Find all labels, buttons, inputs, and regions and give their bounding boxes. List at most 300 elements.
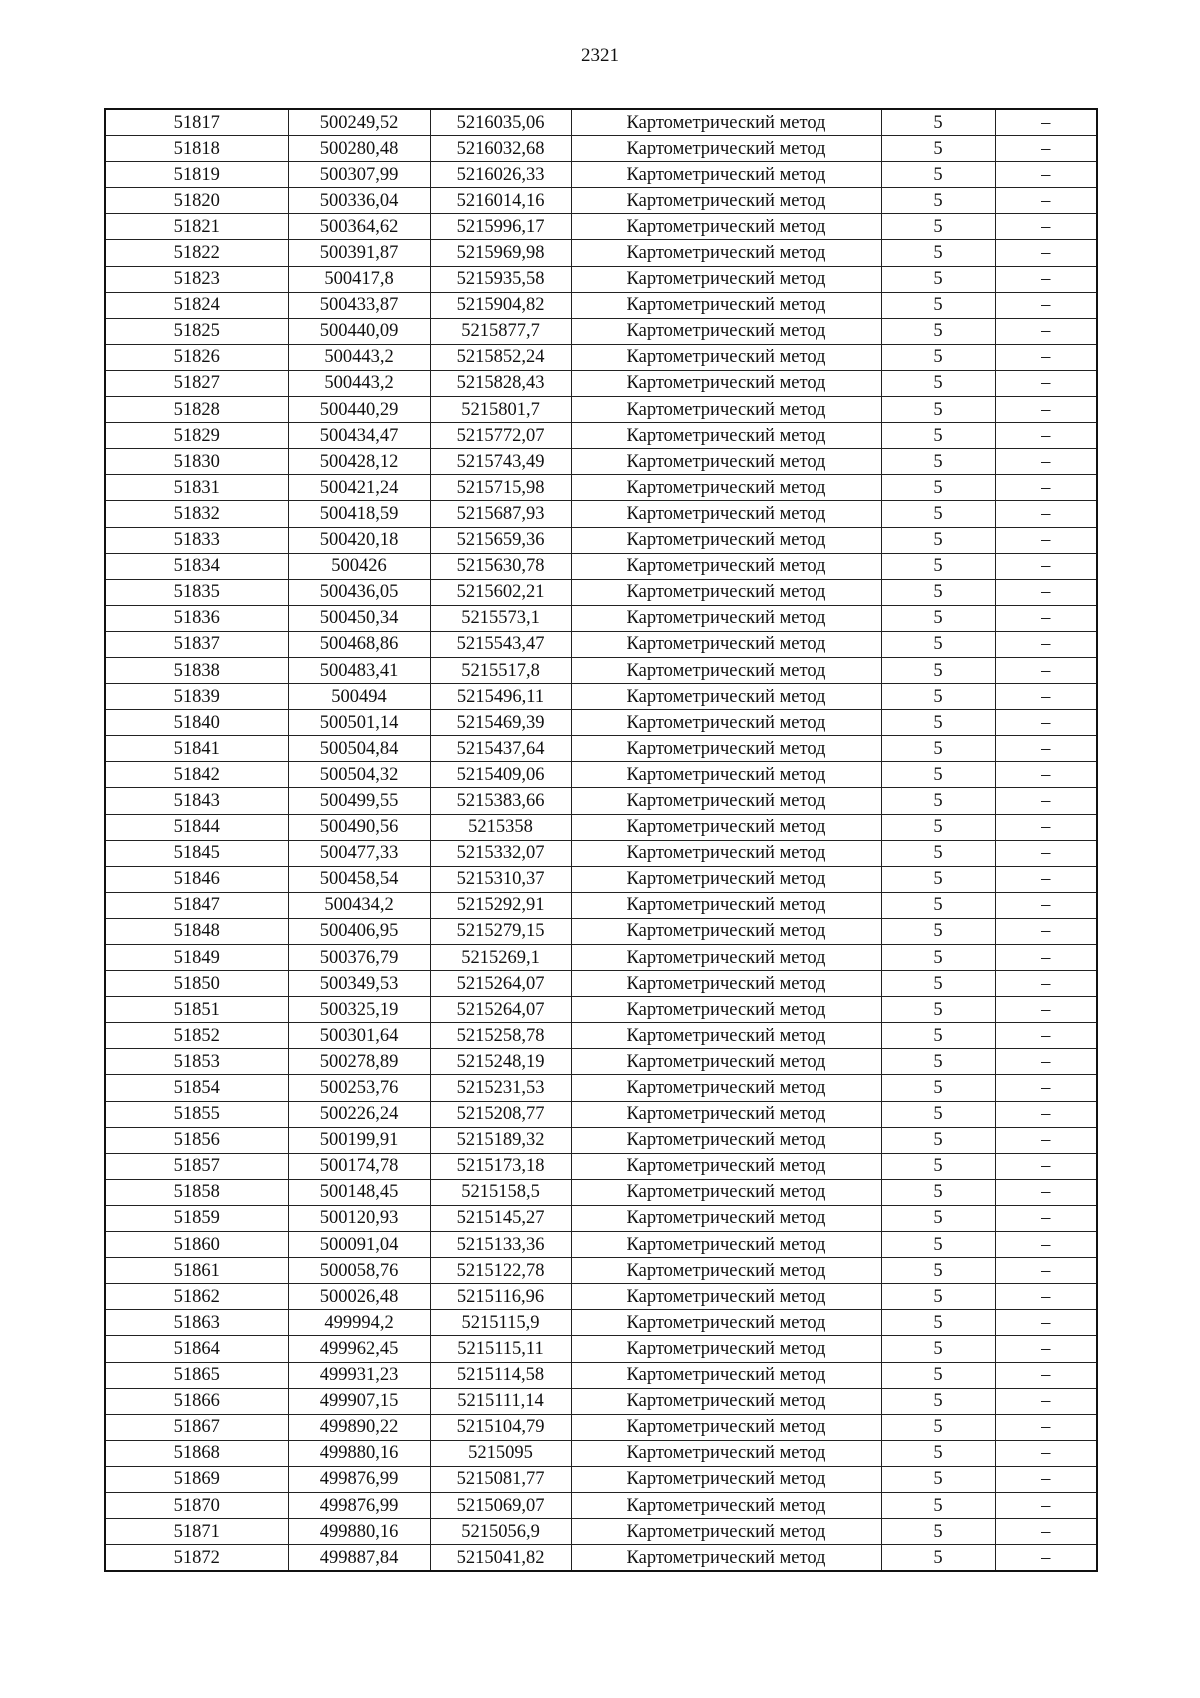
accuracy-cell: 5 — [881, 1101, 995, 1127]
point-number-cell: 51847 — [105, 892, 288, 918]
method-cell: Картометрический метод — [571, 1466, 881, 1492]
x-coordinate-cell: 500434,2 — [288, 892, 430, 918]
x-coordinate-cell: 500174,78 — [288, 1153, 430, 1179]
x-coordinate-cell: 500428,12 — [288, 449, 430, 475]
accuracy-cell: 5 — [881, 1440, 995, 1466]
x-coordinate-cell: 500499,55 — [288, 788, 430, 814]
method-cell: Картометрический метод — [571, 814, 881, 840]
method-cell: Картометрический метод — [571, 344, 881, 370]
table-row — [105, 423, 1097, 449]
table-row — [105, 214, 1097, 240]
method-cell: Картометрический метод — [571, 1440, 881, 1466]
table-row — [105, 1205, 1097, 1231]
y-coordinate-cell: 5215231,53 — [430, 1075, 571, 1101]
note-cell: – — [995, 1179, 1097, 1205]
table-row — [105, 657, 1097, 683]
method-cell: Картометрический метод — [571, 1492, 881, 1518]
table-row — [105, 684, 1097, 710]
table-row — [105, 370, 1097, 396]
accuracy-cell: 5 — [881, 1336, 995, 1362]
accuracy-cell: 5 — [881, 1153, 995, 1179]
accuracy-cell: 5 — [881, 397, 995, 423]
note-cell: – — [995, 1362, 1097, 1388]
note-cell: – — [995, 162, 1097, 188]
table-row — [105, 1519, 1097, 1545]
method-cell: Картометрический метод — [571, 1179, 881, 1205]
x-coordinate-cell: 500443,2 — [288, 344, 430, 370]
y-coordinate-cell: 5215158,5 — [430, 1179, 571, 1205]
y-coordinate-cell: 5215248,19 — [430, 1049, 571, 1075]
method-cell: Картометрический метод — [571, 1362, 881, 1388]
x-coordinate-cell: 500253,76 — [288, 1075, 430, 1101]
note-cell: – — [995, 344, 1097, 370]
point-number-cell: 51840 — [105, 710, 288, 736]
y-coordinate-cell: 5215264,07 — [430, 997, 571, 1023]
point-number-cell: 51853 — [105, 1049, 288, 1075]
point-number-cell: 51864 — [105, 1336, 288, 1362]
point-number-cell: 51833 — [105, 527, 288, 553]
note-cell: – — [995, 762, 1097, 788]
y-coordinate-cell: 5215208,77 — [430, 1101, 571, 1127]
point-number-cell: 51872 — [105, 1545, 288, 1572]
y-coordinate-cell: 5215517,8 — [430, 657, 571, 683]
table-row — [105, 527, 1097, 553]
method-cell: Картометрический метод — [571, 162, 881, 188]
y-coordinate-cell: 5216014,16 — [430, 188, 571, 214]
point-number-cell: 51852 — [105, 1023, 288, 1049]
y-coordinate-cell: 5215630,78 — [430, 553, 571, 579]
x-coordinate-cell: 500440,29 — [288, 397, 430, 423]
note-cell: – — [995, 1414, 1097, 1440]
point-number-cell: 51824 — [105, 292, 288, 318]
table-row — [105, 318, 1097, 344]
y-coordinate-cell: 5216026,33 — [430, 162, 571, 188]
point-number-cell: 51854 — [105, 1075, 288, 1101]
table-row — [105, 475, 1097, 501]
table-row — [105, 240, 1097, 266]
x-coordinate-cell: 500278,89 — [288, 1049, 430, 1075]
y-coordinate-cell: 5215104,79 — [430, 1414, 571, 1440]
method-cell: Картометрический метод — [571, 1049, 881, 1075]
table-row — [105, 1310, 1097, 1336]
method-cell: Картометрический метод — [571, 1519, 881, 1545]
y-coordinate-cell: 5216035,06 — [430, 109, 571, 136]
accuracy-cell: 5 — [881, 1179, 995, 1205]
point-number-cell: 51869 — [105, 1466, 288, 1492]
x-coordinate-cell: 500058,76 — [288, 1258, 430, 1284]
table-row — [105, 631, 1097, 657]
table-row — [105, 866, 1097, 892]
note-cell: – — [995, 1258, 1097, 1284]
y-coordinate-cell: 5215269,1 — [430, 945, 571, 971]
accuracy-cell: 5 — [881, 1075, 995, 1101]
note-cell: – — [995, 1545, 1097, 1572]
point-number-cell: 51825 — [105, 318, 288, 344]
x-coordinate-cell: 499876,99 — [288, 1492, 430, 1518]
x-coordinate-cell: 500426 — [288, 553, 430, 579]
method-cell: Картометрический метод — [571, 840, 881, 866]
table-row — [105, 188, 1097, 214]
point-number-cell: 51857 — [105, 1153, 288, 1179]
y-coordinate-cell: 5215292,91 — [430, 892, 571, 918]
note-cell: – — [995, 579, 1097, 605]
note-cell: – — [995, 1049, 1097, 1075]
y-coordinate-cell: 5215383,66 — [430, 788, 571, 814]
x-coordinate-cell: 500477,33 — [288, 840, 430, 866]
point-number-cell: 51818 — [105, 136, 288, 162]
note-cell: – — [995, 1101, 1097, 1127]
note-cell: – — [995, 188, 1097, 214]
accuracy-cell: 5 — [881, 762, 995, 788]
point-number-cell: 51862 — [105, 1284, 288, 1310]
accuracy-cell: 5 — [881, 918, 995, 944]
point-number-cell: 51821 — [105, 214, 288, 240]
table-row — [105, 892, 1097, 918]
y-coordinate-cell: 5215852,24 — [430, 344, 571, 370]
method-cell: Картометрический метод — [571, 657, 881, 683]
coordinates-table — [104, 108, 1098, 1572]
y-coordinate-cell: 5215469,39 — [430, 710, 571, 736]
note-cell: – — [995, 214, 1097, 240]
point-number-cell: 51845 — [105, 840, 288, 866]
method-cell: Картометрический метод — [571, 788, 881, 814]
y-coordinate-cell: 5215279,15 — [430, 918, 571, 944]
table-row — [105, 1101, 1097, 1127]
accuracy-cell: 5 — [881, 1310, 995, 1336]
accuracy-cell: 5 — [881, 657, 995, 683]
point-number-cell: 51835 — [105, 579, 288, 605]
point-number-cell: 51831 — [105, 475, 288, 501]
method-cell: Картометрический метод — [571, 292, 881, 318]
note-cell: – — [995, 292, 1097, 318]
point-number-cell: 51859 — [105, 1205, 288, 1231]
table-row — [105, 1440, 1097, 1466]
y-coordinate-cell: 5215772,07 — [430, 423, 571, 449]
note-cell: – — [995, 840, 1097, 866]
y-coordinate-cell: 5215122,78 — [430, 1258, 571, 1284]
note-cell: – — [995, 501, 1097, 527]
point-number-cell: 51850 — [105, 971, 288, 997]
accuracy-cell: 5 — [881, 370, 995, 396]
y-coordinate-cell: 5215095 — [430, 1440, 571, 1466]
method-cell: Картометрический метод — [571, 1284, 881, 1310]
x-coordinate-cell: 500120,93 — [288, 1205, 430, 1231]
accuracy-cell: 5 — [881, 684, 995, 710]
table-row — [105, 1179, 1097, 1205]
y-coordinate-cell: 5215743,49 — [430, 449, 571, 475]
accuracy-cell: 5 — [881, 214, 995, 240]
table-row — [105, 1258, 1097, 1284]
point-number-cell: 51867 — [105, 1414, 288, 1440]
table-row — [105, 1492, 1097, 1518]
point-number-cell: 51858 — [105, 1179, 288, 1205]
method-cell: Картометрический метод — [571, 188, 881, 214]
accuracy-cell: 5 — [881, 1519, 995, 1545]
accuracy-cell: 5 — [881, 240, 995, 266]
note-cell: – — [995, 892, 1097, 918]
table-row — [105, 1362, 1097, 1388]
note-cell: – — [995, 136, 1097, 162]
method-cell: Картометрический метод — [571, 449, 881, 475]
x-coordinate-cell: 499876,99 — [288, 1466, 430, 1492]
point-number-cell: 51819 — [105, 162, 288, 188]
x-coordinate-cell: 500494 — [288, 684, 430, 710]
accuracy-cell: 5 — [881, 344, 995, 370]
method-cell: Картометрический метод — [571, 892, 881, 918]
table-row — [105, 945, 1097, 971]
accuracy-cell: 5 — [881, 1284, 995, 1310]
accuracy-cell: 5 — [881, 971, 995, 997]
accuracy-cell: 5 — [881, 1362, 995, 1388]
method-cell: Картометрический метод — [571, 684, 881, 710]
note-cell: – — [995, 1466, 1097, 1492]
point-number-cell: 51844 — [105, 814, 288, 840]
x-coordinate-cell: 500406,95 — [288, 918, 430, 944]
accuracy-cell: 5 — [881, 1492, 995, 1518]
accuracy-cell: 5 — [881, 1127, 995, 1153]
x-coordinate-cell: 500458,54 — [288, 866, 430, 892]
method-cell: Картометрический метод — [571, 762, 881, 788]
y-coordinate-cell: 5215264,07 — [430, 971, 571, 997]
accuracy-cell: 5 — [881, 1205, 995, 1231]
table-row — [105, 1545, 1097, 1572]
point-number-cell: 51843 — [105, 788, 288, 814]
note-cell: – — [995, 370, 1097, 396]
note-cell: – — [995, 1336, 1097, 1362]
accuracy-cell: 5 — [881, 162, 995, 188]
method-cell: Картометрический метод — [571, 318, 881, 344]
y-coordinate-cell: 5216032,68 — [430, 136, 571, 162]
x-coordinate-cell: 500436,05 — [288, 579, 430, 605]
method-cell: Картометрический метод — [571, 997, 881, 1023]
accuracy-cell: 5 — [881, 1545, 995, 1572]
accuracy-cell: 5 — [881, 605, 995, 631]
method-cell: Картометрический метод — [571, 1205, 881, 1231]
note-cell: – — [995, 1519, 1097, 1545]
method-cell: Картометрический метод — [571, 214, 881, 240]
y-coordinate-cell: 5215687,93 — [430, 501, 571, 527]
point-number-cell: 51817 — [105, 109, 288, 136]
page-number: 2321 — [581, 45, 619, 66]
note-cell: – — [995, 318, 1097, 344]
x-coordinate-cell: 499931,23 — [288, 1362, 430, 1388]
accuracy-cell: 5 — [881, 1023, 995, 1049]
table-row — [105, 553, 1097, 579]
point-number-cell: 51828 — [105, 397, 288, 423]
accuracy-cell: 5 — [881, 945, 995, 971]
y-coordinate-cell: 5215573,1 — [430, 605, 571, 631]
x-coordinate-cell: 500418,59 — [288, 501, 430, 527]
table-row — [105, 1388, 1097, 1414]
table-row — [105, 501, 1097, 527]
point-number-cell: 51829 — [105, 423, 288, 449]
y-coordinate-cell: 5215145,27 — [430, 1205, 571, 1231]
y-coordinate-cell: 5215659,36 — [430, 527, 571, 553]
note-cell: – — [995, 605, 1097, 631]
note-cell: – — [995, 1075, 1097, 1101]
y-coordinate-cell: 5215496,11 — [430, 684, 571, 710]
point-number-cell: 51823 — [105, 266, 288, 292]
note-cell: – — [995, 710, 1097, 736]
note-cell: – — [995, 423, 1097, 449]
table-row — [105, 1153, 1097, 1179]
y-coordinate-cell: 5215358 — [430, 814, 571, 840]
point-number-cell: 51826 — [105, 344, 288, 370]
point-number-cell: 51849 — [105, 945, 288, 971]
accuracy-cell: 5 — [881, 423, 995, 449]
accuracy-cell: 5 — [881, 840, 995, 866]
x-coordinate-cell: 500199,91 — [288, 1127, 430, 1153]
accuracy-cell: 5 — [881, 631, 995, 657]
method-cell: Картометрический метод — [571, 501, 881, 527]
point-number-cell: 51842 — [105, 762, 288, 788]
note-cell: – — [995, 266, 1097, 292]
x-coordinate-cell: 499890,22 — [288, 1414, 430, 1440]
table-row — [105, 579, 1097, 605]
method-cell: Картометрический метод — [571, 240, 881, 266]
y-coordinate-cell: 5215409,06 — [430, 762, 571, 788]
table-row — [105, 814, 1097, 840]
y-coordinate-cell: 5215258,78 — [430, 1023, 571, 1049]
accuracy-cell: 5 — [881, 1258, 995, 1284]
x-coordinate-cell: 500421,24 — [288, 475, 430, 501]
table-row — [105, 1414, 1097, 1440]
point-number-cell: 51848 — [105, 918, 288, 944]
note-cell: – — [995, 1232, 1097, 1258]
x-coordinate-cell: 500391,87 — [288, 240, 430, 266]
y-coordinate-cell: 5215543,47 — [430, 631, 571, 657]
y-coordinate-cell: 5215904,82 — [430, 292, 571, 318]
y-coordinate-cell: 5215081,77 — [430, 1466, 571, 1492]
point-number-cell: 51861 — [105, 1258, 288, 1284]
method-cell: Картометрический метод — [571, 1414, 881, 1440]
y-coordinate-cell: 5215115,9 — [430, 1310, 571, 1336]
x-coordinate-cell: 499880,16 — [288, 1519, 430, 1545]
x-coordinate-cell: 499962,45 — [288, 1336, 430, 1362]
table-body — [105, 109, 1097, 1571]
point-number-cell: 51841 — [105, 736, 288, 762]
x-coordinate-cell: 499887,84 — [288, 1545, 430, 1572]
table-row — [105, 1466, 1097, 1492]
method-cell: Картометрический метод — [571, 1075, 881, 1101]
accuracy-cell: 5 — [881, 1388, 995, 1414]
point-number-cell: 51866 — [105, 1388, 288, 1414]
method-cell: Картометрический метод — [571, 736, 881, 762]
table-row — [105, 605, 1097, 631]
y-coordinate-cell: 5215133,36 — [430, 1232, 571, 1258]
y-coordinate-cell: 5215715,98 — [430, 475, 571, 501]
accuracy-cell: 5 — [881, 553, 995, 579]
method-cell: Картометрический метод — [571, 605, 881, 631]
note-cell: – — [995, 109, 1097, 136]
point-number-cell: 51868 — [105, 1440, 288, 1466]
note-cell: – — [995, 1284, 1097, 1310]
note-cell: – — [995, 1127, 1097, 1153]
table-row — [105, 840, 1097, 866]
y-coordinate-cell: 5215969,98 — [430, 240, 571, 266]
method-cell: Картометрический метод — [571, 1258, 881, 1284]
table-row — [105, 1023, 1097, 1049]
method-cell: Картометрический метод — [571, 397, 881, 423]
accuracy-cell: 5 — [881, 188, 995, 214]
method-cell: Картометрический метод — [571, 631, 881, 657]
table-row — [105, 788, 1097, 814]
method-cell: Картометрический метод — [571, 579, 881, 605]
method-cell: Картометрический метод — [571, 1127, 881, 1153]
point-number-cell: 51837 — [105, 631, 288, 657]
accuracy-cell: 5 — [881, 710, 995, 736]
accuracy-cell: 5 — [881, 109, 995, 136]
y-coordinate-cell: 5215437,64 — [430, 736, 571, 762]
x-coordinate-cell: 500336,04 — [288, 188, 430, 214]
accuracy-cell: 5 — [881, 1049, 995, 1075]
table-row — [105, 1336, 1097, 1362]
accuracy-cell: 5 — [881, 449, 995, 475]
note-cell: – — [995, 918, 1097, 944]
table-row — [105, 109, 1097, 136]
method-cell: Картометрический метод — [571, 918, 881, 944]
accuracy-cell: 5 — [881, 136, 995, 162]
x-coordinate-cell: 500433,87 — [288, 292, 430, 318]
table-row — [105, 1127, 1097, 1153]
point-number-cell: 51836 — [105, 605, 288, 631]
table-row — [105, 710, 1097, 736]
method-cell: Картометрический метод — [571, 1023, 881, 1049]
accuracy-cell: 5 — [881, 892, 995, 918]
table-row — [105, 1075, 1097, 1101]
table-row — [105, 736, 1097, 762]
method-cell: Картометрический метод — [571, 136, 881, 162]
method-cell: Картометрический метод — [571, 1336, 881, 1362]
x-coordinate-cell: 500483,41 — [288, 657, 430, 683]
method-cell: Картометрический метод — [571, 266, 881, 292]
x-coordinate-cell: 500440,09 — [288, 318, 430, 344]
x-coordinate-cell: 500148,45 — [288, 1179, 430, 1205]
x-coordinate-cell: 500443,2 — [288, 370, 430, 396]
note-cell: – — [995, 527, 1097, 553]
method-cell: Картометрический метод — [571, 971, 881, 997]
accuracy-cell: 5 — [881, 788, 995, 814]
note-cell: – — [995, 1388, 1097, 1414]
y-coordinate-cell: 5215935,58 — [430, 266, 571, 292]
y-coordinate-cell: 5215189,32 — [430, 1127, 571, 1153]
accuracy-cell: 5 — [881, 501, 995, 527]
x-coordinate-cell: 499907,15 — [288, 1388, 430, 1414]
table-row — [105, 344, 1097, 370]
accuracy-cell: 5 — [881, 266, 995, 292]
note-cell: – — [995, 553, 1097, 579]
accuracy-cell: 5 — [881, 814, 995, 840]
y-coordinate-cell: 5215111,14 — [430, 1388, 571, 1414]
accuracy-cell: 5 — [881, 292, 995, 318]
x-coordinate-cell: 500226,24 — [288, 1101, 430, 1127]
y-coordinate-cell: 5215115,11 — [430, 1336, 571, 1362]
point-number-cell: 51871 — [105, 1519, 288, 1545]
note-cell: – — [995, 475, 1097, 501]
accuracy-cell: 5 — [881, 527, 995, 553]
point-number-cell: 51856 — [105, 1127, 288, 1153]
table-row — [105, 266, 1097, 292]
table-row — [105, 997, 1097, 1023]
point-number-cell: 51834 — [105, 553, 288, 579]
x-coordinate-cell: 500501,14 — [288, 710, 430, 736]
method-cell: Картометрический метод — [571, 527, 881, 553]
note-cell: – — [995, 997, 1097, 1023]
x-coordinate-cell: 500325,19 — [288, 997, 430, 1023]
table-row — [105, 1284, 1097, 1310]
note-cell: – — [995, 449, 1097, 475]
accuracy-cell: 5 — [881, 1414, 995, 1440]
